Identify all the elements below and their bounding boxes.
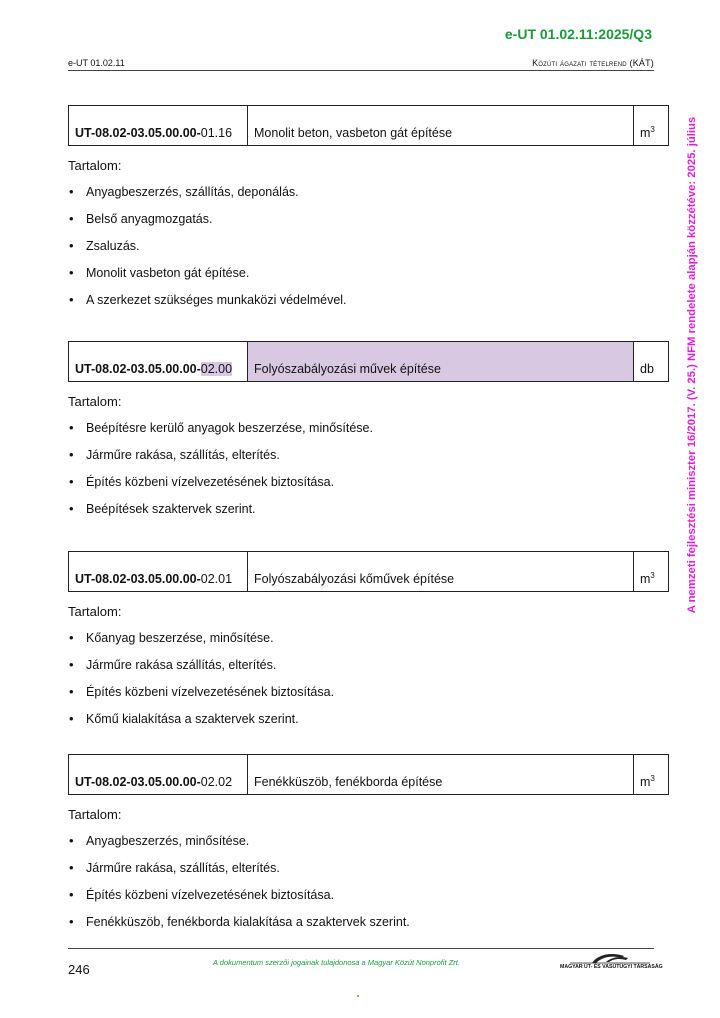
item-code-prefix: UT-08.02-03.05.00.00- — [75, 126, 201, 140]
list-item: • Anyagbeszerzés, minősítése. — [68, 834, 654, 861]
list-item: • Járműre rakása, szállítás, elterítés. — [68, 448, 654, 475]
item-section — [68, 341, 654, 529]
item-title: Fenékküszöb, fenékborda építése — [248, 755, 634, 795]
item-unit-base: m — [640, 126, 651, 140]
item-unit — [634, 342, 669, 382]
item-code-suffix: 01.16 — [200, 126, 233, 140]
list-item: • Anyagbeszerzés, szállítás, deponálás. — [68, 185, 654, 212]
header-right: Közúti ágazati tételrend (KÁT) — [532, 58, 654, 68]
item-code-prefix: UT-08.02-03.05.00.00- — [75, 362, 201, 376]
running-header — [68, 58, 654, 71]
content-label: Tartalom: — [68, 394, 122, 409]
item-section — [68, 105, 654, 320]
item-code-suffix: 02.00 — [200, 362, 233, 376]
item-code — [69, 342, 248, 382]
list-item: • Járműre rakása, szállítás, elterítés. — [68, 861, 654, 888]
list-item: • Fenékküszöb, fenékborda kialakítása a szaktervek szerint. — [68, 915, 654, 942]
item-code — [69, 106, 248, 146]
item-header-table — [68, 551, 669, 592]
list-item: • Belső anyagmozgatás. — [68, 212, 654, 239]
content-list — [68, 631, 654, 739]
item-code-suffix: 02.01 — [200, 572, 233, 586]
decorative-dot — [357, 995, 359, 997]
list-item: • Zsaluzás. — [68, 239, 654, 266]
item-code — [69, 552, 248, 592]
content-label: Tartalom: — [68, 807, 122, 822]
item-unit-sup: 3 — [650, 773, 655, 783]
page-number: 246 — [68, 962, 90, 977]
list-item: • Építés közbeni vízelvezetésének biztosítása. — [68, 888, 654, 915]
logo-text: MAGYAR ÚT- ÉS VASÚTÜGYI TÁRSASÁG — [560, 964, 663, 970]
document-code: e-UT 01.02.11:2025/Q3 — [504, 26, 652, 42]
list-item: • Építés közbeni vízelvezetésének biztosítása. — [68, 475, 654, 502]
list-item: • Beépítésre kerülő anyagok beszerzése, minősítése. — [68, 421, 654, 448]
list-item: • Járműre rakása szállítás, elterítés. — [68, 658, 654, 685]
item-title: Folyószabályozási kőművek építése — [248, 552, 634, 592]
content-list — [68, 185, 654, 320]
item-title: Folyószabályozási művek építése — [248, 342, 634, 382]
item-unit — [634, 552, 669, 592]
list-item: • A szerkezet szükséges munkaközi védelmével. — [68, 293, 654, 320]
item-header-table — [68, 105, 669, 146]
list-item: • Kőanyag beszerzése, minősítése. — [68, 631, 654, 658]
item-code-prefix: UT-08.02-03.05.00.00- — [75, 775, 201, 789]
content-list — [68, 834, 654, 942]
item-unit-base: m — [640, 572, 651, 586]
item-code — [69, 755, 248, 795]
header-left: e-UT 01.02.11 — [68, 58, 125, 68]
list-item: • Monolit vasbeton gát építése. — [68, 266, 654, 293]
item-title: Monolit beton, vasbeton gát építése — [248, 106, 634, 146]
footer-divider — [68, 948, 654, 949]
item-code-prefix: UT-08.02-03.05.00.00- — [75, 572, 201, 586]
list-item: • Kőmű kialakítása a szaktervek szerint. — [68, 712, 654, 739]
item-header-table — [68, 754, 669, 795]
list-item: • Beépítések szaktervek szerint. — [68, 502, 654, 529]
content-label: Tartalom: — [68, 604, 122, 619]
item-unit-sup: 3 — [650, 124, 655, 134]
item-code-suffix: 02.02 — [200, 775, 233, 789]
item-header-table — [68, 341, 669, 382]
item-unit — [634, 755, 669, 795]
list-item: • Építés közbeni vízelvezetésének biztosítása. — [68, 685, 654, 712]
item-section — [68, 754, 654, 942]
content-label: Tartalom: — [68, 158, 122, 173]
item-unit-sup: 3 — [650, 570, 655, 580]
item-unit — [634, 106, 669, 146]
item-section — [68, 551, 654, 739]
side-note-text: A nemzeti fejlesztési miniszter 16/2017. (V. 25.) NFM rendelete alapján közzétéve: 2025. július — [686, 116, 698, 614]
item-unit-base: db — [640, 362, 654, 376]
content-list — [68, 421, 654, 529]
item-unit-base: m — [640, 775, 651, 789]
footer-copyright: A dokumentum szerzői jogainak tulajdonosa a Magyar Közút Nonprofit Zrt. — [213, 958, 460, 967]
